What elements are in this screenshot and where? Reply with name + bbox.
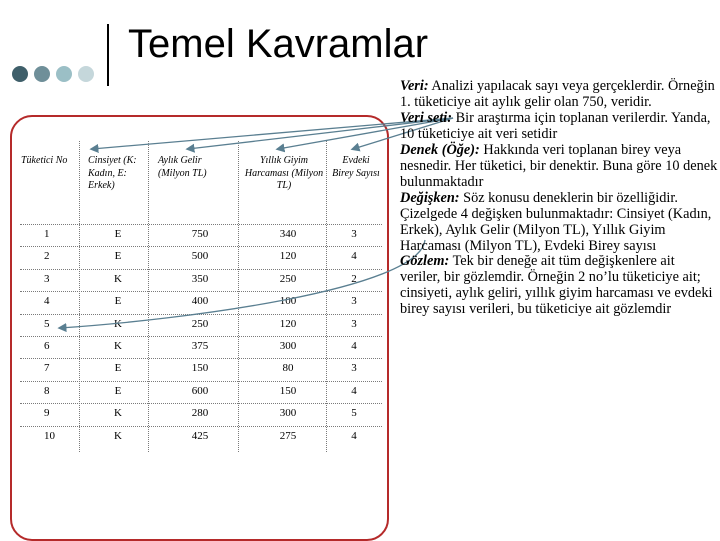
table-cell: 2 [351,272,357,285]
header-monthly-income: Aylık Gelir (Milyon TL) [158,155,207,179]
table-cell: 600 [191,384,209,397]
table-cell: 1 [44,228,50,240]
dot-1 [12,66,28,82]
table-cell: 2 [44,250,50,263]
table-cell: 150 [191,362,209,375]
table-cell: 500 [191,250,209,263]
table-row-divider [20,426,382,427]
table-cell: 300 [279,340,297,352]
table-column-divider [238,141,239,452]
table-cell: 6 [44,340,50,352]
header-household-size: Evdeki Birey Sayısı [332,155,380,179]
table-cell: E [114,384,122,397]
table-row-divider [20,381,382,382]
definition-item [400,254,718,318]
table-cell: 4 [351,384,357,397]
data-table [20,141,382,452]
definition-text: Söz konusu deneklerin bir özelliğidir. Çizelgede 4 değişken bulunmaktadır: Cinsiyet (Kadın, Erkek), Aylık Gelir (Milyon TL), Yıllık Giyim Harcaması (Milyon TL), Evdeki Birey sayısı [400,189,712,254]
table-row-divider [20,291,382,292]
table-cell: 5 [351,407,357,420]
dot-4 [78,66,94,82]
table-header-divider [20,224,382,225]
table-cell: 3 [351,228,357,240]
table-cell: 4 [351,340,357,352]
table-cell: 750 [191,228,209,240]
definition-text: Tek bir deneğe ait tüm değişkenlere ait veriler, bir gözlemdir. Örneğin 2 no’lu tüketiciye ait; cinsiyeti, aylık geliri, yıllık giyim harcaması ve evdeki birey sayısı verileri, bu tüketiciye ait gözlemdir [400,253,713,318]
table-cell: K [114,429,122,442]
header-clothing-spending: Yıllık Giyim Harcaması (Milyon TL) [244,155,324,191]
table-cell: 400 [191,295,209,308]
table-cell: 7 [44,362,50,375]
dot-2 [34,66,50,82]
definition-term: Değişken: [400,189,460,206]
table-cell: K [114,272,122,285]
table-cell: 375 [191,340,209,352]
table-cell: 3 [351,362,357,375]
table-cell: K [114,340,122,352]
header-consumer-no: Tüketici No [21,155,68,166]
decorative-dots [12,66,102,82]
table-cell: 4 [351,250,357,263]
dot-3 [56,66,72,82]
definition-text: Hakkında veri toplanan birey veya nesnedir. Her tüketici, bir denektir. Buna göre 10 denek bulunmaktadır [400,141,718,190]
table-cell: 340 [279,228,297,240]
table-cell: 8 [44,384,50,397]
table-cell: 80 [282,362,294,375]
title-divider [107,24,109,86]
definition-term: Gözlem: [400,253,450,270]
definition-item [400,111,718,143]
table-cell: 350 [191,272,209,285]
table-cell: K [114,407,122,420]
table-cell: 300 [279,407,297,420]
table-cell: 3 [351,317,357,330]
table-cell: E [114,295,122,308]
table-cell: E [114,362,122,375]
definition-term: Veri: [400,78,429,94]
definition-text: Bir araştırma için toplanan verilerdir. Yanda, 10 tüketiciye ait veri setidir [400,109,711,142]
table-cell: 120 [279,317,297,330]
slide-title: Temel Kavramlar [128,22,429,66]
table-cell: 4 [44,295,50,308]
table-row-divider [20,246,382,247]
table-cell: E [114,250,122,263]
header-gender: Cinsiyet (K: Kadın, E: Erkek) [88,155,137,191]
table-cell: 3 [44,272,50,285]
table-row-divider [20,403,382,404]
definition-term: Veri seti: [400,109,453,126]
table-row-divider [20,269,382,270]
table-cell: 250 [191,317,209,330]
table-row-divider [20,314,382,315]
table-row-divider [20,358,382,359]
table-cell: 4 [351,429,357,442]
definitions-panel [400,79,718,318]
table-cell: 150 [279,384,297,397]
table-column-divider [79,141,80,452]
table-cell: 5 [44,317,50,330]
definition-term: Denek (Öğe): [400,141,480,158]
table-cell: 10 [44,429,55,442]
table-cell: 425 [191,429,209,442]
table-cell: 280 [191,407,209,420]
table-cell: E [114,228,122,240]
definition-item [400,143,718,191]
table-cell: 3 [351,295,357,308]
table-cell: 9 [44,407,50,420]
table-row-divider [20,336,382,337]
definition-item [400,191,718,255]
definition-text: Analizi yapılacak sayı veya gerçeklerdir. Örneğin 1. tüketiciye ait aylık gelir olan 750, veridir. [400,78,715,110]
table-cell: 120 [279,250,297,263]
definition-item [400,79,718,111]
table-cell: K [114,317,122,330]
table-cell: 275 [279,429,297,442]
table-cell: 250 [279,272,297,285]
table-cell: 100 [279,295,297,308]
